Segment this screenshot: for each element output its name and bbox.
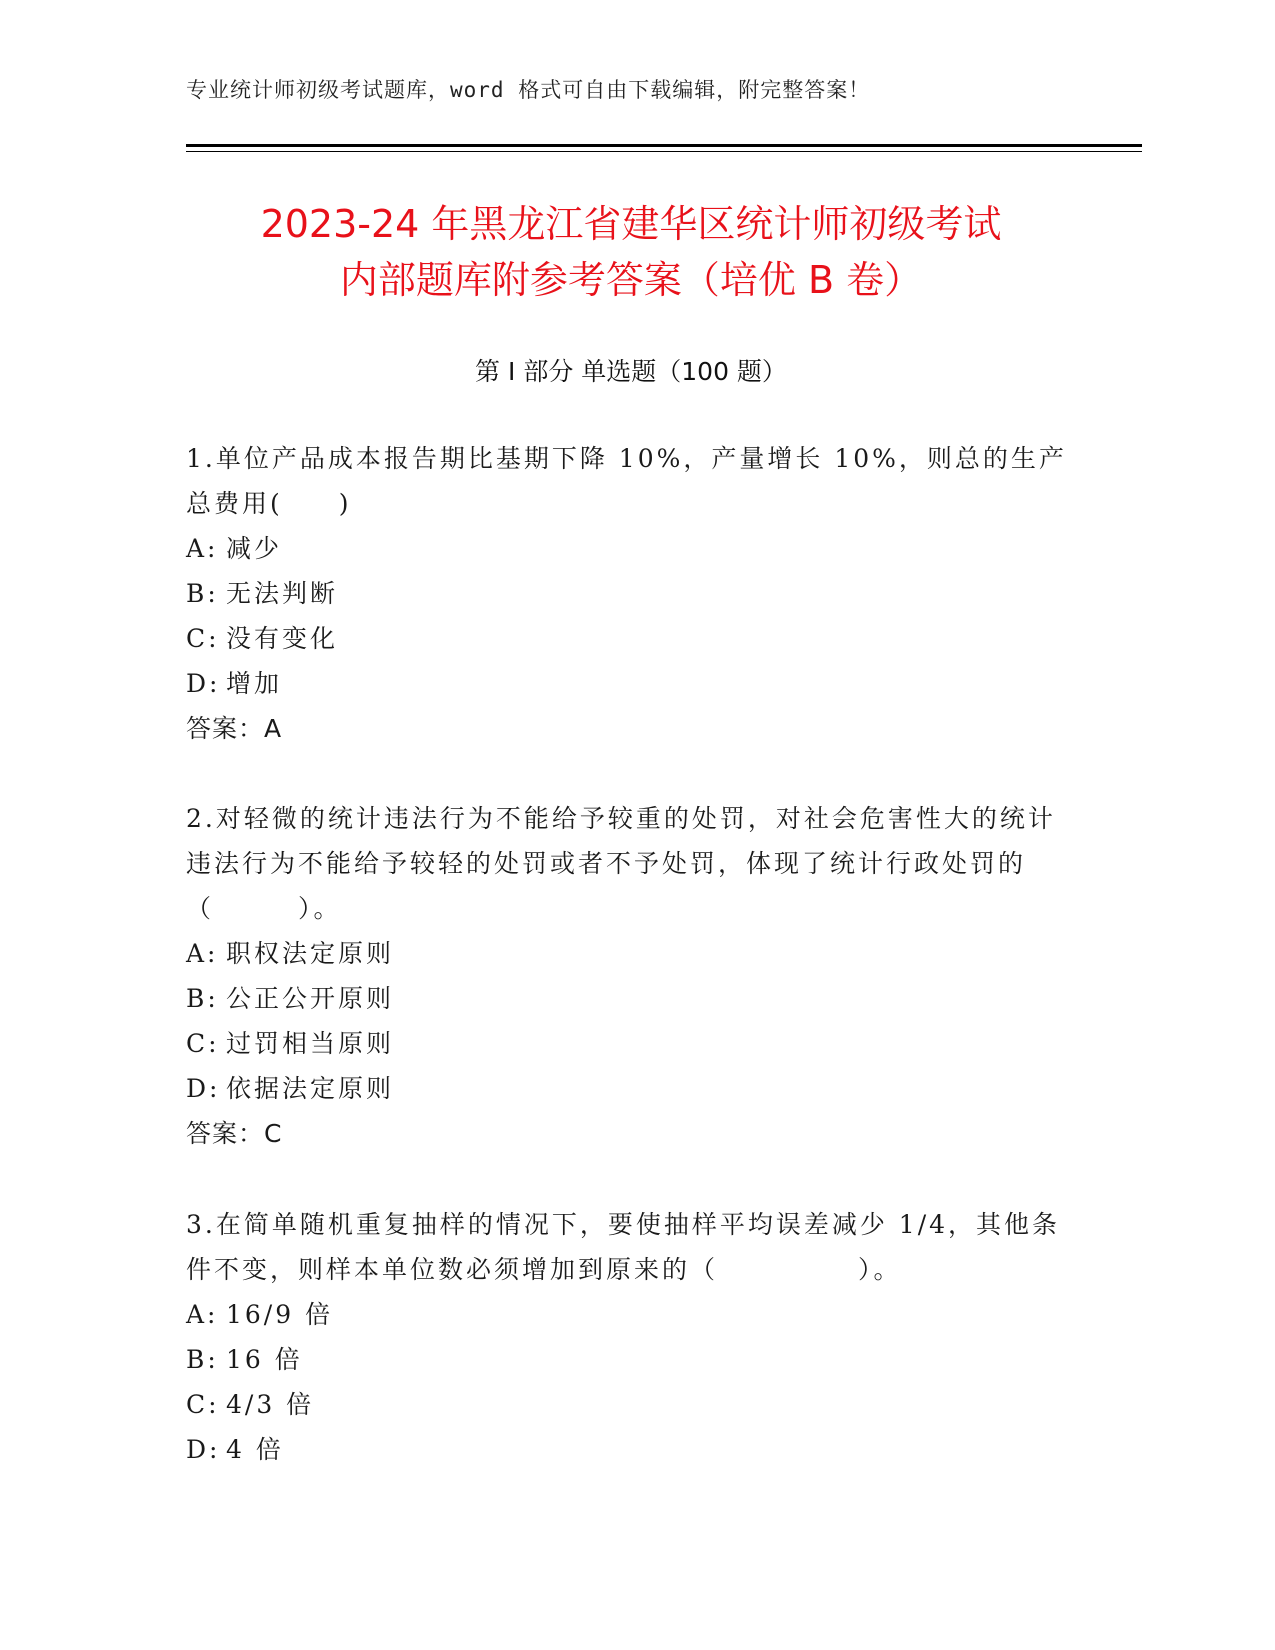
option-c xyxy=(186,1021,1076,1066)
option-key: A: xyxy=(186,939,219,968)
option-key: C: xyxy=(186,1390,220,1419)
option-d xyxy=(186,1066,1076,1111)
answer-line: 答案：C xyxy=(186,1119,283,1148)
option-key: B: xyxy=(186,984,219,1013)
option-text: 过罚相当原则 xyxy=(226,1029,395,1058)
header-rule-thin xyxy=(186,151,1142,152)
option-text: 公正公开原则 xyxy=(226,984,395,1013)
option-a xyxy=(186,1292,1076,1337)
answer-line: 答案：A xyxy=(186,714,283,743)
question-1 xyxy=(186,436,1076,751)
option-text: 没有变化 xyxy=(226,624,339,653)
option-c xyxy=(186,616,1076,661)
option-b xyxy=(186,1337,1076,1382)
header-note: 专业统计师初级考试题库，word 格式可自由下载编辑，附完整答案！ xyxy=(186,78,871,102)
question-stem: 2.对轻微的统计违法行为不能给予较重的处罚，对社会危害性大的统计违法行为不能给予较轻的处罚或者不予处罚，体现了统计行政处罚的（ ）。 xyxy=(186,804,1056,923)
option-text: 16 倍 xyxy=(226,1345,303,1374)
question-stem: 1.单位产品成本报告期比基期下降 10%，产量增长 10%，则总的生产总费用( ) xyxy=(186,444,1067,518)
option-text: 无法判断 xyxy=(226,579,339,608)
option-text: 增加 xyxy=(226,669,283,698)
option-text: 职权法定原则 xyxy=(226,939,395,968)
option-key: D: xyxy=(186,1074,221,1103)
option-key: A: xyxy=(186,534,219,563)
option-text: 减少 xyxy=(226,534,283,563)
document-title-line-2: 内部题库附参考答案（培优 B 卷） xyxy=(339,258,923,302)
question-stem: 3.在简单随机重复抽样的情况下，要使抽样平均误差减少 1/4，其他条件不变，则样本单位数必须增加到原来的（ ）。 xyxy=(186,1210,1061,1284)
option-key: D: xyxy=(186,1435,221,1464)
option-b xyxy=(186,571,1076,616)
section-title: 第 I 部分 单选题（100 题） xyxy=(475,357,787,386)
option-key: D: xyxy=(186,669,221,698)
option-c xyxy=(186,1382,1076,1427)
option-text: 4 倍 xyxy=(226,1435,284,1464)
option-key: C: xyxy=(186,624,220,653)
option-text: 16/9 倍 xyxy=(226,1300,334,1329)
option-d xyxy=(186,661,1076,706)
question-2 xyxy=(186,796,1076,1156)
question-3 xyxy=(186,1202,1076,1472)
option-key: B: xyxy=(186,1345,219,1374)
option-key: B: xyxy=(186,579,219,608)
option-a xyxy=(186,931,1076,976)
option-a xyxy=(186,526,1076,571)
option-text: 依据法定原则 xyxy=(226,1074,395,1103)
option-text: 4/3 倍 xyxy=(226,1390,315,1419)
document-title xyxy=(186,196,1076,308)
option-key: A: xyxy=(186,1300,219,1329)
header-rule-thick xyxy=(186,144,1142,147)
option-b xyxy=(186,976,1076,1021)
option-d xyxy=(186,1427,1076,1472)
option-key: C: xyxy=(186,1029,220,1058)
document-title-line-1: 2023-24 年黑龙江省建华区统计师初级考试 xyxy=(260,202,1002,246)
